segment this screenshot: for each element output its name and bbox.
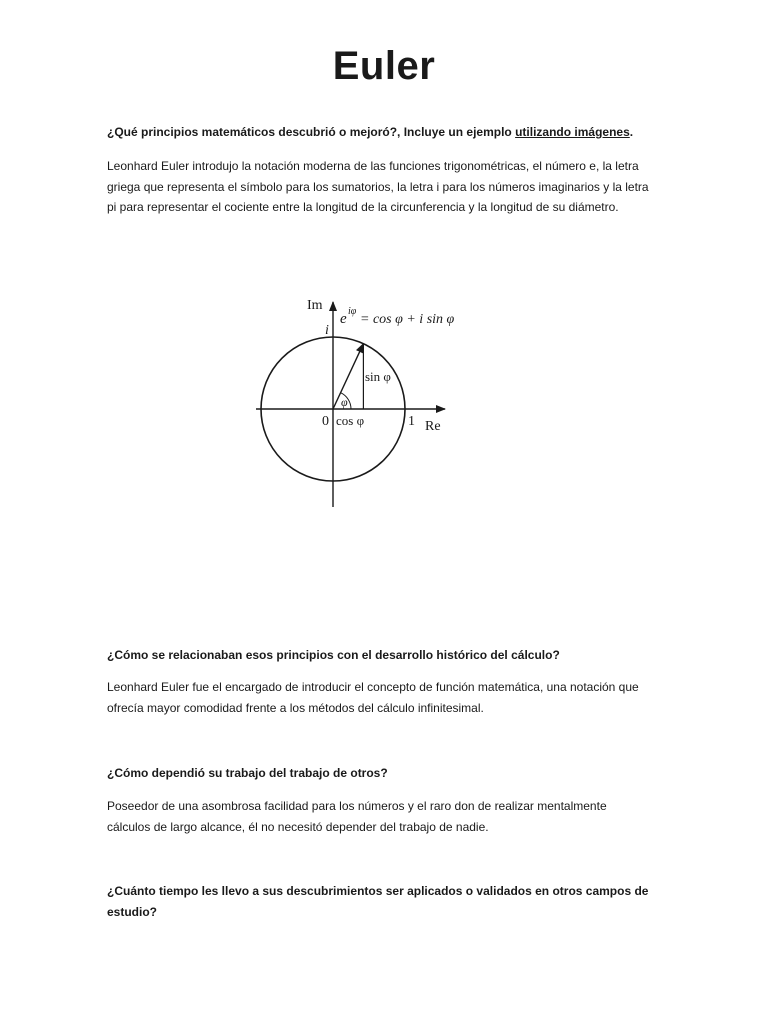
question-history: ¿Cómo se relacionaban esos principios con el desarrollo histórico del cálculo? xyxy=(107,648,560,662)
answer-history: Leonhard Euler fue el encargado de introducir el concepto de función matemática, una notación que ofrecía mayor comodidad frente a los métodos del cálculo infinitesimal. xyxy=(107,680,639,715)
question-time: ¿Cuánto tiempo les llevo a sus descubrimientos ser aplicados o validados en otros campos de estudio? xyxy=(107,884,649,919)
label-i: i xyxy=(325,323,329,338)
formula-exponent: iφ xyxy=(348,306,357,317)
euler-formula-diagram xyxy=(250,290,470,510)
question-principles-text: ¿Qué principios matemáticos descubrió o mejoró?, Incluye un ejemplo xyxy=(107,125,516,139)
page-title: Euler xyxy=(332,44,436,88)
answer-principles: Leonhard Euler introdujo la notación moderna de las funciones trigonométricas, el número e, la letra griega que representa el símbolo para los sumatorios, la letra i para los números imaginarios y la letra pi para representar el cociente entre la longitud de la circunferencia y la longitud de su diámetro. xyxy=(107,159,649,214)
label-one: 1 xyxy=(408,414,415,429)
label-re: Re xyxy=(425,419,441,434)
answer-dependence: Poseedor de una asombrosa facilidad para los números y el raro don de realizar mentalmente cálculos de largo alcance, él no necesitó depender del trabajo de nadie. xyxy=(107,799,607,834)
question-principles-end: . xyxy=(629,125,634,139)
label-cos: cos φ xyxy=(336,413,365,428)
question-dependence: ¿Cómo dependió su trabajo del trabajo de otros? xyxy=(107,766,388,780)
label-sin: sin φ xyxy=(365,369,391,384)
formula-base: e xyxy=(340,311,347,327)
label-im: Im xyxy=(307,298,323,313)
formula-rhs: = cos φ + i sin φ xyxy=(360,312,455,327)
question-principles xyxy=(107,122,652,143)
underlined-phrase: utilizando imágenes xyxy=(515,125,630,139)
label-phi: φ xyxy=(341,395,348,409)
label-zero: 0 xyxy=(322,414,329,429)
